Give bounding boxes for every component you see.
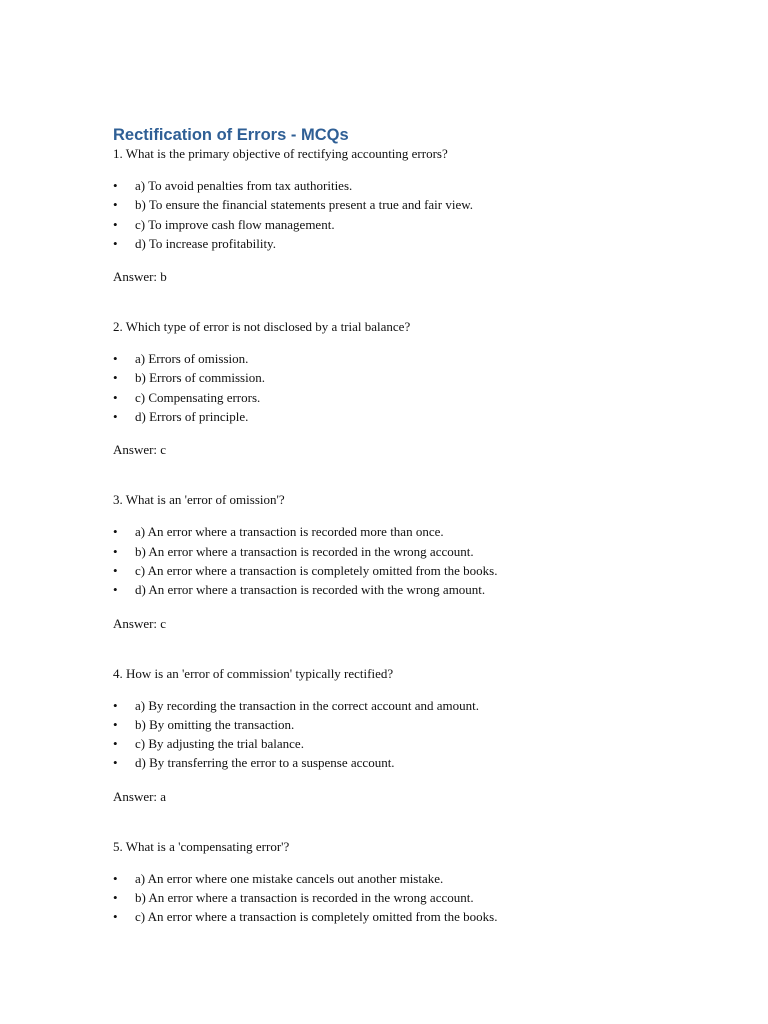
option-item: [113, 234, 733, 253]
option-text: b) An error where a transaction is recorded in the wrong account.: [135, 890, 474, 906]
option-item: [113, 888, 733, 907]
option-item: [113, 176, 733, 195]
option-item: [113, 696, 733, 715]
answer-text: Answer: a: [113, 788, 167, 804]
option-item: [113, 542, 733, 561]
options-list: [113, 349, 733, 426]
question-block-3: [113, 492, 733, 631]
bullet-icon: •: [113, 351, 118, 367]
option-item: [113, 195, 733, 214]
option-item: [113, 215, 733, 234]
answer-text: Answer: c: [113, 615, 167, 631]
answer-text: Answer: c: [113, 442, 167, 458]
options-list: [113, 869, 733, 927]
bullet-icon: •: [113, 562, 118, 578]
option-item: [113, 907, 733, 926]
bullet-icon: •: [113, 870, 118, 886]
question-text: 2. Which type of error is not disclosed by a trial balance?: [113, 319, 411, 335]
option-item: [113, 388, 733, 407]
option-text: d) An error where a transaction is recorded with the wrong amount.: [135, 582, 486, 598]
bullet-icon: •: [113, 178, 118, 193]
answer-text: Answer: b: [113, 269, 167, 285]
option-text: c) An error where a transaction is completely omitted from the books.: [135, 562, 498, 578]
question-block-2: [113, 319, 733, 458]
options-list: [113, 522, 733, 599]
option-item: [113, 368, 733, 387]
option-item: [113, 715, 733, 734]
option-item: [113, 522, 733, 541]
bullet-icon: •: [113, 755, 118, 771]
option-text: a) To avoid penalties from tax authorities.: [135, 178, 353, 193]
option-text: b) To ensure the financial statements present a true and fair view.: [135, 197, 474, 213]
document-page: [113, 124, 733, 927]
option-item: [113, 580, 733, 599]
question-block-5: [113, 839, 733, 927]
option-item: [113, 561, 733, 580]
document-title: Rectification of Errors - MCQs: [113, 126, 349, 144]
option-text: c) To improve cash flow management.: [135, 216, 335, 232]
option-item: [113, 869, 733, 888]
bullet-icon: •: [113, 389, 118, 405]
bullet-icon: •: [113, 890, 118, 906]
option-text: d) By transferring the error to a suspense account.: [135, 755, 395, 771]
option-text: d) To increase profitability.: [135, 235, 276, 251]
question-text: 4. How is an 'error of commission' typically rectified?: [113, 665, 394, 681]
option-text: c) By adjusting the trial balance.: [135, 736, 304, 752]
bullet-icon: •: [113, 370, 118, 386]
bullet-icon: •: [113, 197, 118, 213]
option-item: [113, 734, 733, 753]
option-item: [113, 407, 733, 426]
bullet-icon: •: [113, 582, 118, 598]
option-item: [113, 349, 733, 368]
bullet-icon: •: [113, 216, 118, 232]
option-text: b) An error where a transaction is recorded in the wrong account.: [135, 543, 474, 559]
question-block-4: [113, 666, 733, 805]
option-text: a) An error where one mistake cancels out another mistake.: [135, 870, 444, 886]
options-list: [113, 696, 733, 773]
option-text: a) An error where a transaction is recorded more than once.: [135, 524, 444, 540]
bullet-icon: •: [113, 524, 118, 540]
bullet-icon: •: [113, 736, 118, 752]
option-text: a) Errors of omission.: [135, 351, 249, 367]
question-text: 1. What is the primary objective of rectifying accounting errors?: [113, 146, 448, 161]
option-text: c) An error where a transaction is completely omitted from the books.: [135, 909, 498, 925]
question-text: 3. What is an 'error of omission'?: [113, 492, 285, 508]
bullet-icon: •: [113, 697, 118, 713]
bullet-icon: •: [113, 909, 118, 925]
option-text: b) By omitting the transaction.: [135, 716, 295, 732]
option-text: b) Errors of commission.: [135, 370, 265, 386]
question-text: 5. What is a 'compensating error'?: [113, 838, 290, 854]
bullet-icon: •: [113, 716, 118, 732]
bullet-icon: •: [113, 409, 118, 425]
bullet-icon: •: [113, 543, 118, 559]
option-item: [113, 753, 733, 772]
option-text: d) Errors of principle.: [135, 409, 249, 425]
question-block-1: [113, 146, 733, 285]
option-text: a) By recording the transaction in the correct account and amount.: [135, 697, 480, 713]
bullet-icon: •: [113, 235, 118, 251]
options-list: [113, 176, 733, 253]
option-text: c) Compensating errors.: [135, 389, 261, 405]
